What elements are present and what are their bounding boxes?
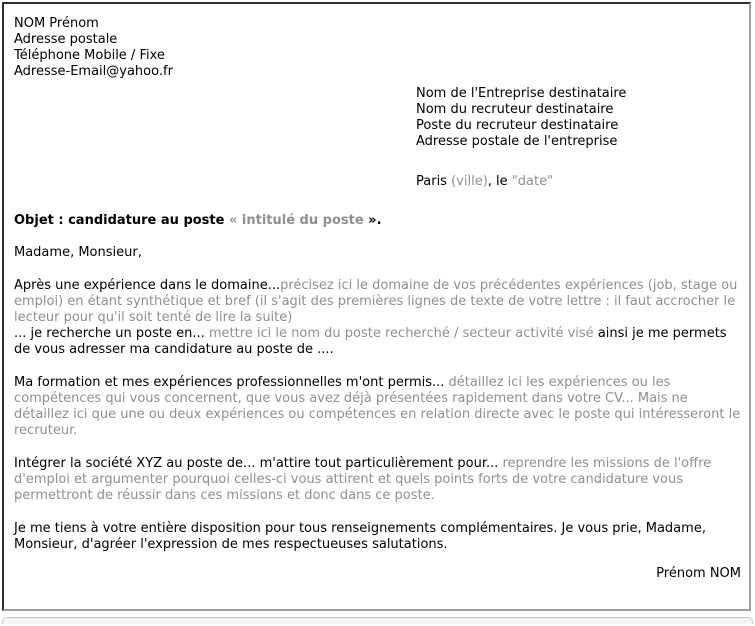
sender-email: Adresse-Email@yahoo.fr xyxy=(14,64,173,79)
paragraph-text: Je me tiens à votre entière disposition pour tous renseignements complémentaires. Je vous prie, Madame, Monsieur, d'agréer l'expression de mes respectueuses salutations. xyxy=(14,521,706,552)
paragraph-text: Intégrer la société XYZ au poste de... m'attire tout particulièrement pour... xyxy=(14,456,503,471)
paragraph-hint: précisez ici le domaine de vos précédentes expériences (job, stage ou emploi) en étant synthétique et bref (il s'agit des premières lignes de texte de votre lettre : il faut accrocher le lecteur pour qu'il soit tenté de lire la suite) xyxy=(14,278,738,325)
paragraph-text: Ma formation et mes expériences professionnelles m'ont permis... xyxy=(14,375,449,390)
paragraph-hint: détaillez ici les expériences ou les compétences qui vous concernent, que vous avez déjà présentées rapidement dans votre CV... Mais ne détaillez ici que une ou deux expériences ou compétences en relation directe avec le poste qui intéresseront le recruteur. xyxy=(14,375,741,438)
recipient-block xyxy=(416,86,741,150)
paragraph-text: Après une expérience dans le domaine... xyxy=(14,278,281,293)
paragraph-formation xyxy=(14,375,741,439)
date-separator: , le xyxy=(487,174,512,189)
cover-letter-page xyxy=(2,2,751,611)
sender-block xyxy=(14,16,741,80)
paragraph-experience xyxy=(14,278,741,358)
recipient-company: Nom de l'Entreprise destinataire xyxy=(416,86,627,101)
subject-suffix: ». xyxy=(363,213,382,228)
sender-name: NOM Prénom xyxy=(14,16,99,31)
date-line xyxy=(416,174,741,190)
paragraph-hint: reprendre les missions de l'offre d'emploi et argumenter pourquoi celles-ci vous attirent et quels points forts de votre candidature vous permettront de réussir dans ces missions et donc dans ce poste. xyxy=(14,456,712,503)
signature: Prénom NOM xyxy=(656,566,741,581)
paragraph-text: ainsi je me permets de vous adresser ma candidature au poste de .... xyxy=(14,326,727,357)
date-city-placeholder: (ville) xyxy=(451,174,488,189)
subject-prefix: Objet : candidature au poste xyxy=(14,213,229,228)
recipient-address: Adresse postale de l'entreprise xyxy=(416,134,618,149)
salutation: Madame, Monsieur, xyxy=(14,245,142,260)
date-placeholder: "date" xyxy=(511,174,554,189)
sender-address: Adresse postale xyxy=(14,32,118,47)
date-city: Paris xyxy=(416,174,452,189)
recipient-name: Nom du recruteur destinataire xyxy=(416,102,614,117)
subject-line xyxy=(14,213,741,229)
paragraph-closing xyxy=(14,521,741,553)
next-page-top-edge xyxy=(2,617,753,624)
paragraph-hint: mettre ici le nom du poste recherché / secteur activité visé xyxy=(208,326,598,341)
recipient-title: Poste du recruteur destinataire xyxy=(416,118,619,133)
paragraph-motivation xyxy=(14,456,741,504)
paragraph-text: ... je recherche un poste en... xyxy=(14,326,209,341)
sender-phone: Téléphone Mobile / Fixe xyxy=(14,48,165,63)
subject-placeholder: « intitulé du poste xyxy=(228,213,364,228)
